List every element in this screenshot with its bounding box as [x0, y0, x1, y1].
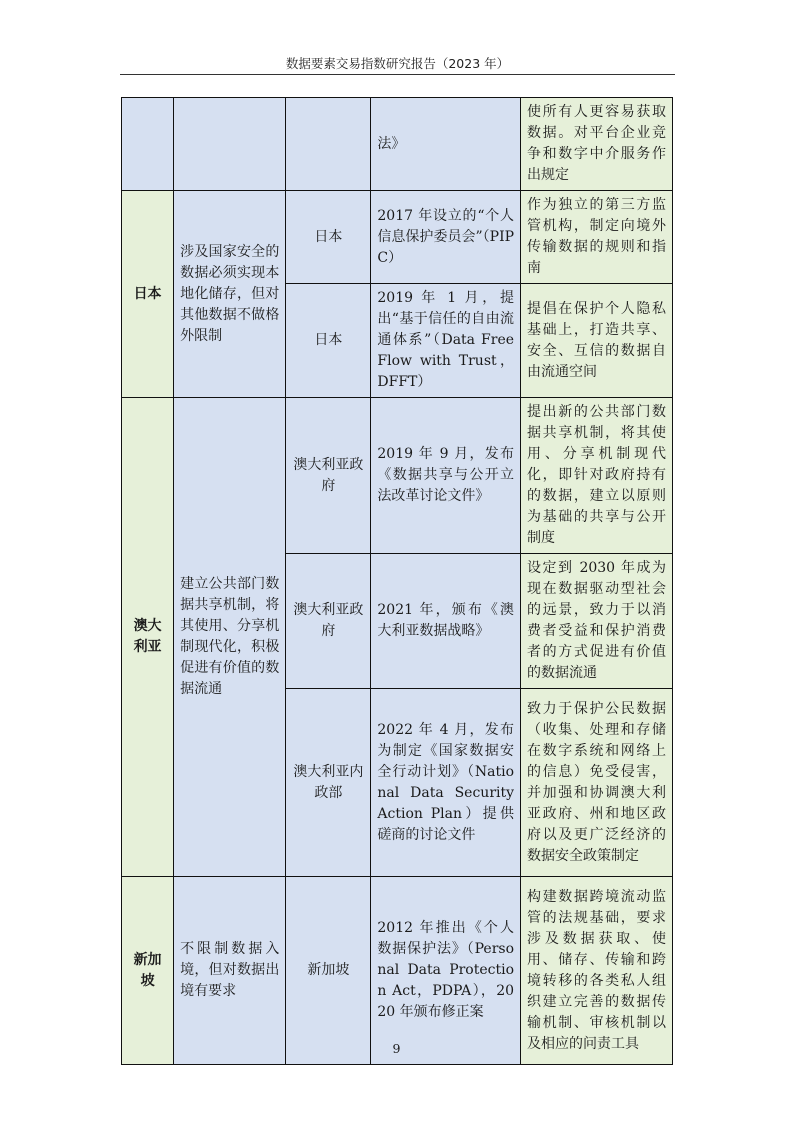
country-cell-singapore: 新加坡: [122, 877, 174, 1065]
subject-cell: 新加坡: [286, 877, 371, 1065]
measure-cell: 法》: [371, 98, 521, 191]
page-number: 9: [392, 1041, 401, 1056]
running-header: 数据要素交易指数研究报告（2023 年）: [285, 56, 510, 71]
measure-cell: 2022 年 4 月，发布为制定《国家数据安全行动计划》（National Data Security Action Plan）提供磋商的讨论文件: [371, 689, 521, 877]
policy-cell-singapore: 不限制数据入境，但对数据出境有要求: [174, 877, 286, 1065]
table-row: [122, 191, 673, 284]
table-row: [122, 98, 673, 191]
table-cell: [286, 98, 371, 191]
table-row: [122, 877, 673, 1065]
subject-cell: 澳大利亚政府: [286, 554, 371, 689]
subject-cell: 日本: [286, 191, 371, 284]
desc-cell: 构建数据跨境流动监管的法规基础，要求涉及数据获取、使用、储存、传输和跨境转移的各类私人组织建立完善的数据传输机制、审核机制以及相应的问责工具: [521, 877, 673, 1065]
desc-cell: 提出新的公共部门数据共享机制，将其使用、分享机制现代化，即针对政府持有的数据，建立以原则为基础的共享与公开制度: [521, 398, 673, 554]
country-cell-australia: 澳大利亚: [122, 398, 174, 877]
policy-table: [121, 97, 673, 1065]
measure-cell: 2021 年，颁布《澳大利亚数据战略》: [371, 554, 521, 689]
measure-cell: 2012 年推出《个人数据保护法》（Personal Data Protection Act，PDPA），2020 年颁布修正案: [371, 877, 521, 1065]
header-rule: [120, 74, 675, 75]
desc-cell: 使所有人更容易获取数据。对平台企业竞争和数字中介服务作出规定: [521, 98, 673, 191]
country-cell-japan: 日本: [122, 191, 174, 398]
desc-cell: 致力于保护公民数据（收集、处理和存储在数字系统和网络上的信息）免受侵害，并加强和协调澳大利亚政府、州和地区政府以及更广泛经济的数据安全政策制定: [521, 689, 673, 877]
measure-cell: 2017 年设立的“个人信息保护委员会”（PIPC）: [371, 191, 521, 284]
table-cell: [174, 98, 286, 191]
table-cell: [122, 98, 174, 191]
desc-cell: 作为独立的第三方监管机构，制定向境外传输数据的规则和指南: [521, 191, 673, 284]
subject-cell: 澳大利亚政府: [286, 398, 371, 554]
subject-cell: 澳大利亚内政部: [286, 689, 371, 877]
measure-cell: 2019 年 9 月，发布《数据共享与公开立法改革讨论文件》: [371, 398, 521, 554]
policy-cell-australia: 建立公共部门数据共享机制，将其使用、分享机制现代化，积极促进有价值的数据流通: [174, 398, 286, 877]
desc-cell: 提倡在保护个人隐私基础上，打造共享、安全、互信的数据自由流通空间: [521, 284, 673, 398]
subject-cell: 日本: [286, 284, 371, 398]
desc-cell: 设定到 2030 年成为现在数据驱动型社会的远景，致力于以消费者受益和保护消费者的方式促进有价值的数据流通: [521, 554, 673, 689]
policy-cell-japan: 涉及国家安全的数据必须实现本地化储存，但对其他数据不做格外限制: [174, 191, 286, 398]
table-row: [122, 398, 673, 554]
measure-cell: 2019 年 1 月，提出“基于信任的自由流通体系”（Data Free Flow with Trust，DFFT）: [371, 284, 521, 398]
